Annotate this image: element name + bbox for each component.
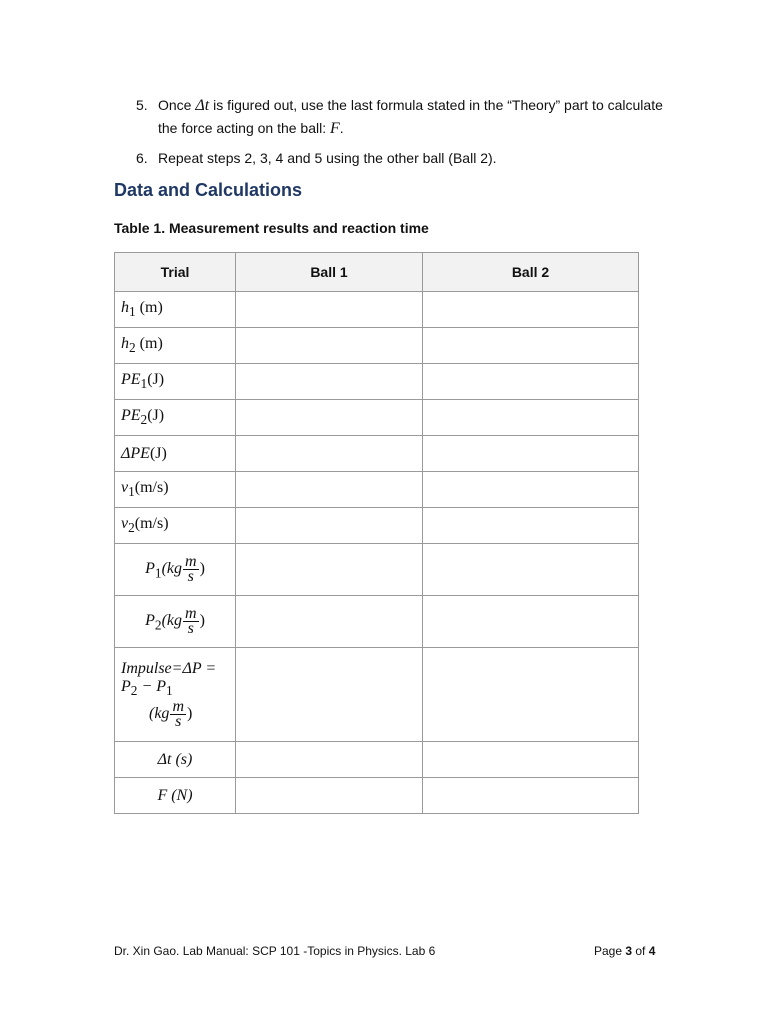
table-row — [115, 292, 639, 328]
table-caption: Table 1. Measurement results and reaction time — [114, 220, 429, 236]
table-row — [115, 472, 639, 508]
table-row — [115, 400, 639, 436]
cell-ball-2[interactable] — [423, 400, 639, 436]
row-label-impulse: Impulse=ΔP = $P_2 - P_1$ (kg $\frac{m}{s}$ ) — [115, 648, 236, 742]
step-6 — [136, 147, 676, 169]
cell-ball-1[interactable] — [236, 742, 423, 778]
table-row — [115, 436, 639, 472]
cell-ball-2[interactable] — [423, 472, 639, 508]
cell-ball-1[interactable] — [236, 436, 423, 472]
table-row — [115, 508, 639, 544]
cell-ball-2[interactable] — [423, 364, 639, 400]
row-label-h1: $h_1$ (m) — [115, 292, 236, 328]
procedure-steps — [136, 94, 676, 176]
cell-ball-2[interactable] — [423, 328, 639, 364]
cell-ball-1[interactable] — [236, 472, 423, 508]
cell-ball-2[interactable] — [423, 648, 639, 742]
table-row — [115, 364, 639, 400]
cell-ball-2[interactable] — [423, 596, 639, 648]
step-text-end: . — [339, 120, 344, 136]
cell-ball-1[interactable] — [236, 648, 423, 742]
footer-page-number: Page 3 of 4 — [594, 944, 656, 958]
row-label-delta-t: Δt (s) — [115, 742, 236, 778]
cell-ball-1[interactable] — [236, 778, 423, 814]
header-ball-2: Ball 2 — [423, 253, 639, 292]
cell-ball-1[interactable] — [236, 596, 423, 648]
measurement-table — [114, 252, 639, 814]
step-text: Repeat steps 2, 3, 4 and 5 using the other ball (Ball 2). — [158, 150, 497, 166]
table-row — [115, 742, 639, 778]
cell-ball-1[interactable] — [236, 364, 423, 400]
table-header-row — [115, 253, 639, 292]
table-row — [115, 544, 639, 596]
row-label-pe1: $PE_1(J)$ — [115, 364, 236, 400]
step-text-pre: Once — [158, 97, 196, 113]
cell-ball-2[interactable] — [423, 544, 639, 596]
force-symbol: F — [330, 120, 340, 137]
header-trial: Trial — [115, 253, 236, 292]
cell-ball-2[interactable] — [423, 508, 639, 544]
step-number: 6. — [136, 150, 148, 166]
cell-ball-1[interactable] — [236, 328, 423, 364]
step-number: 5. — [136, 97, 148, 113]
row-label-v1: $v_1(m/s)$ — [115, 472, 236, 508]
table-row — [115, 648, 639, 742]
cell-ball-1[interactable] — [236, 544, 423, 596]
row-label-delta-pe: ΔPE(J) — [115, 436, 236, 472]
footer-author: Dr. Xin Gao. Lab Manual: SCP 101 -Topics in Physics. Lab 6 — [114, 944, 436, 958]
header-ball-1: Ball 1 — [236, 253, 423, 292]
row-label-v2: $v_2(m/s)$ — [115, 508, 236, 544]
step-5 — [136, 94, 676, 140]
table-row — [115, 328, 639, 364]
unit-fraction: $\frac{m}{s}$ — [172, 697, 184, 730]
cell-ball-2[interactable] — [423, 778, 639, 814]
cell-ball-1[interactable] — [236, 292, 423, 328]
cell-ball-2[interactable] — [423, 292, 639, 328]
delta-t-symbol: Δt — [195, 97, 210, 114]
table-row — [115, 596, 639, 648]
cell-ball-1[interactable] — [236, 400, 423, 436]
cell-ball-2[interactable] — [423, 436, 639, 472]
step-text-post: is figured out, use the last formula stated in the “Theory” part to calculate the force acting on the ball: — [158, 97, 663, 136]
unit-fraction: $\frac{m}{s}$ — [185, 553, 197, 585]
cell-ball-1[interactable] — [236, 508, 423, 544]
row-label-pe2: $PE_2(J)$ — [115, 400, 236, 436]
cell-ball-2[interactable] — [423, 742, 639, 778]
row-label-h2: $h_2$ (m) — [115, 328, 236, 364]
row-label-p1: $P_1(kg$ $\frac{m}{s}$ ) — [115, 544, 236, 596]
unit-fraction: $\frac{m}{s}$ — [185, 605, 197, 637]
table-row — [115, 778, 639, 814]
row-label-force: F (N) — [115, 778, 236, 814]
row-label-p2: $P_2(kg$ $\frac{m}{s}$ ) — [115, 596, 236, 648]
section-heading: Data and Calculations — [114, 180, 303, 200]
